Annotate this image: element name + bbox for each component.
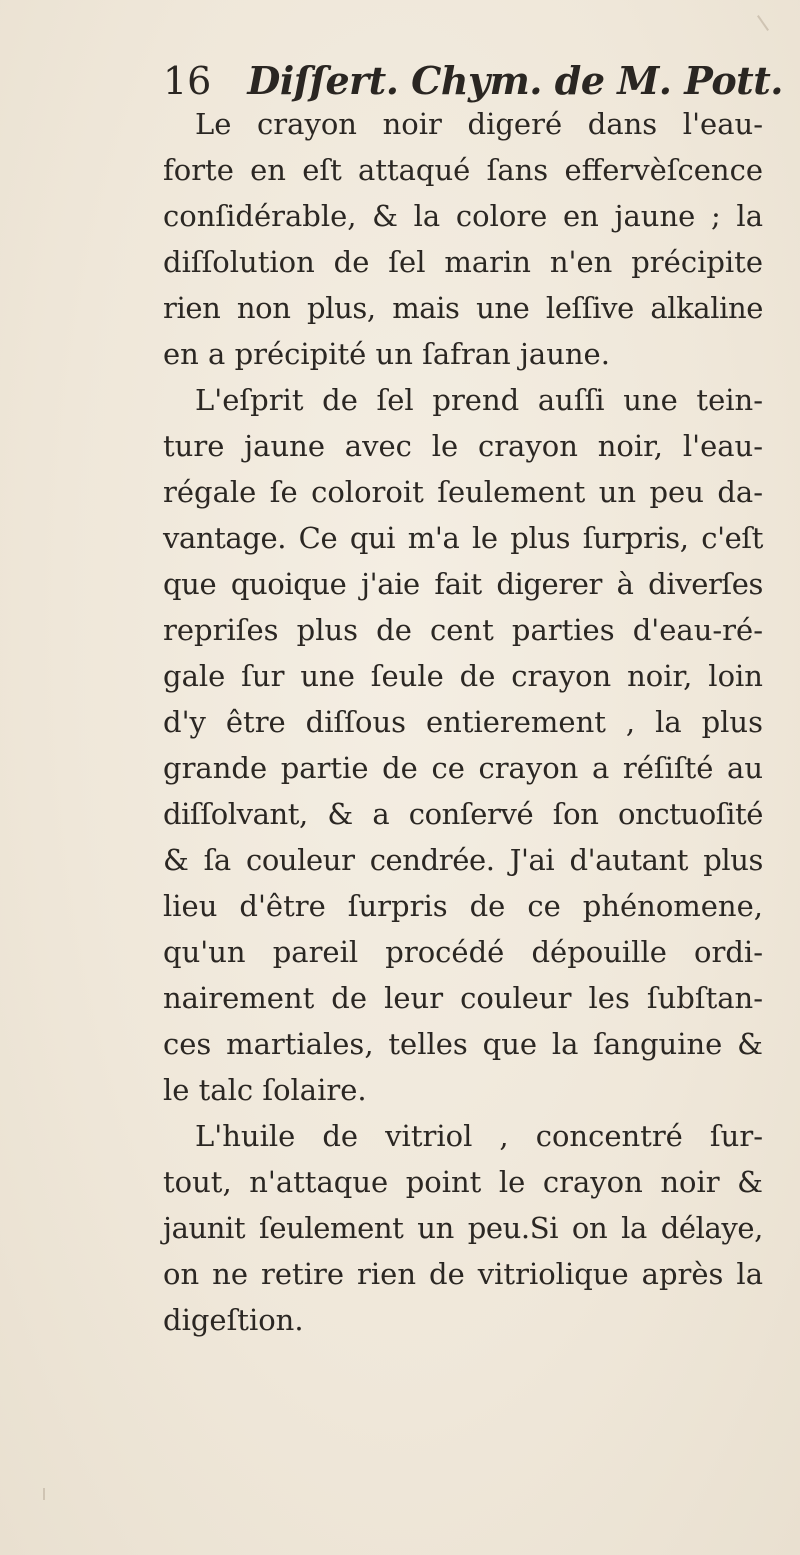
text-line: grande partie de ce crayon a réſiſté au: [163, 751, 763, 785]
text-line: gale ſur une ſeule de crayon noir, loin: [163, 659, 763, 693]
text-line: L'eſprit de ſel prend auſſi une tein-: [195, 383, 763, 417]
text-line: nairement de leur couleur les ſubſtan-: [163, 981, 763, 1015]
text-line: vantage. Ce qui m'a le plus ſurpris, c'eſt: [163, 521, 763, 555]
text-line: lieu d'être ſurpris de ce phénomene,: [163, 889, 763, 923]
text-line: on ne retire rien de vitriolique après la: [163, 1257, 763, 1291]
paper-speck: [43, 1488, 45, 1500]
running-header: [163, 58, 784, 106]
paper-speck: [757, 15, 769, 31]
text-line: diſſolution de ſel marin n'en précipite: [163, 245, 763, 279]
text-line: repriſes plus de cent parties d'eau-ré-: [163, 613, 763, 647]
text-line: le talc ſolaire.: [163, 1073, 367, 1107]
text-line: jaunit ſeulement un peu.Si on la délaye,: [163, 1211, 763, 1245]
text-line: qu'un pareil procédé dépouille ordi-: [163, 935, 763, 969]
text-line: Le crayon noir digeré dans l'eau-: [195, 107, 763, 141]
text-line: L'huile de vitriol , concentré ſur-: [195, 1119, 763, 1153]
page-number: 16: [163, 59, 212, 103]
text-line: digeſtion.: [163, 1303, 304, 1337]
text-line: rien non plus, mais une leſſive alkaline: [163, 291, 763, 325]
text-line: & ſa couleur cendrée. J'ai d'autant plus: [163, 843, 763, 877]
text-line: que quoique j'aie fait digerer à diverſes: [163, 567, 763, 601]
text-line: ces martiales, telles que la ſanguine &: [163, 1027, 763, 1061]
text-line: ture jaune avec le crayon noir, l'eau-: [163, 429, 763, 463]
text-line: forte en eſt attaqué ſans effervèſcence: [163, 153, 763, 187]
text-line: en a précipité un ſafran jaune.: [163, 337, 610, 371]
text-line: régale ſe coloroit ſeulement un peu da-: [163, 475, 763, 509]
text-line: diſſolvant, & a conſervé ſon onctuoſité: [163, 797, 763, 831]
body-text: [163, 101, 763, 1343]
text-line: conſidérable, & la colore en jaune ; la: [163, 199, 763, 233]
text-line: d'y être diſſous entierement , la plus: [163, 705, 763, 739]
text-line: tout, n'attaque point le crayon noir &: [163, 1165, 763, 1199]
running-title: Diſſert. Chym. de M. Pott.: [247, 58, 784, 103]
